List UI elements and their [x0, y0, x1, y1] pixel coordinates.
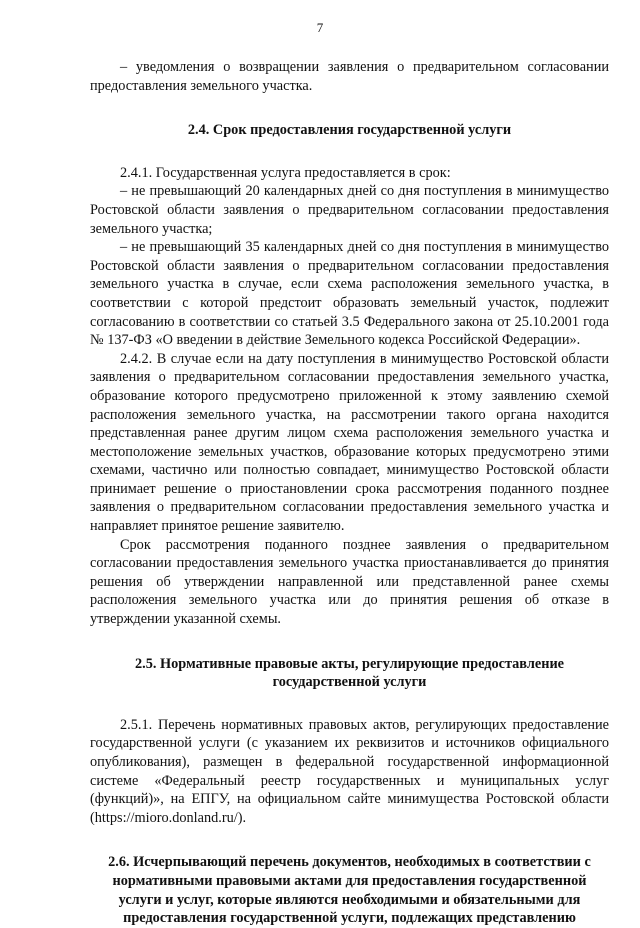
- section-2-6-heading-line: 2.6. Исчерпывающий перечень документов, необходимых в соответствии с: [108, 854, 591, 871]
- page-number: 7: [316, 20, 324, 35]
- section-2-6-heading: [90, 853, 609, 927]
- document-body: [90, 58, 609, 928]
- section-2-5-paragraph: 2.5.1. Перечень нормативных правовых актов, регулирующих предоставление государственной услуги (с указанием их реквизитов и источников официального опубликования), размещен в федеральной государственной информационной системе «Федеральный реестр государственных и муниципальных услуг (функций)», на ЕПГУ, на официальном сайте минимущества Ростовской области (https://mioro.donland.ru/).: [90, 716, 609, 826]
- section-2-6-heading-line: предоставления государственной услуги, подлежащих представлению: [123, 910, 576, 927]
- intro-paragraph: – уведомления о возвращении заявления о предварительном согласовании предоставления земельного участка.: [90, 59, 609, 94]
- section-2-6-heading-line: услуги и услуг, которые являются необходимыми и обязательными для: [118, 891, 581, 908]
- section-2-5-heading: [90, 655, 609, 692]
- section-2-4-paragraph: – не превышающий 35 календарных дней со дня поступления в минимущество Ростовской области заявления о предварительном согласовании предоставления земельного участка в случае, если схема расположения земельного участка, в соответствии с которой предстоит образовать земельный участок, подлежит согласованию в соответствии со статьей 3.5 Федерального закона от 25.10.2001 года № 137-ФЗ «О введении в действие Земельного кодекса Российской Федерации».: [90, 239, 609, 349]
- section-2-6-heading-line: нормативными правовыми актами для предоставления государственной: [112, 872, 587, 889]
- section-2-4-paragraph: Срок рассмотрения поданного позднее заявления о предварительном согласовании предоставления земельного участка приостанавливается до принятия решения об утверждении направленной или представленной ранее схемы расположения земельного участка или до принятия решения об отказе в утверждении указанной схемы.: [90, 536, 609, 628]
- section-2-4-paragraph: – не превышающий 20 календарных дней со дня поступления в минимущество Ростовской области заявления о предварительном согласовании предоставления земельного участка;: [90, 183, 609, 237]
- section-2-4-paragraph: 2.4.1. Государственная услуга предоставляется в срок:: [120, 164, 451, 181]
- section-2-4-paragraph: 2.4.2. В случае если на дату поступления в минимущество Ростовской области заявления о предварительном согласовании предоставления земельного участка, образование которого предусмотрено приложенной к этому заявлению схемой расположения земельного участка, на рассмотрении такого органа находится представленная ранее другим лицом схема расположения земельного участка и местоположение земельных участков, образование которых предусмотрено этими схемами, частично или полностью совпадает, минимущество Ростовской области принимает решение о приостановлении срока рассмотрения поданного позднее заявления о предварительном согласовании предоставления земельного участка и направляет принятое решение заявителю.: [90, 350, 609, 535]
- section-2-5-heading-line: государственной услуги: [272, 674, 427, 691]
- section-2-5-heading-line: 2.5. Нормативные правовые акты, регулирующие предоставление: [134, 655, 565, 672]
- section-2-4-heading: 2.4. Срок предоставления государственной услуги: [187, 122, 512, 139]
